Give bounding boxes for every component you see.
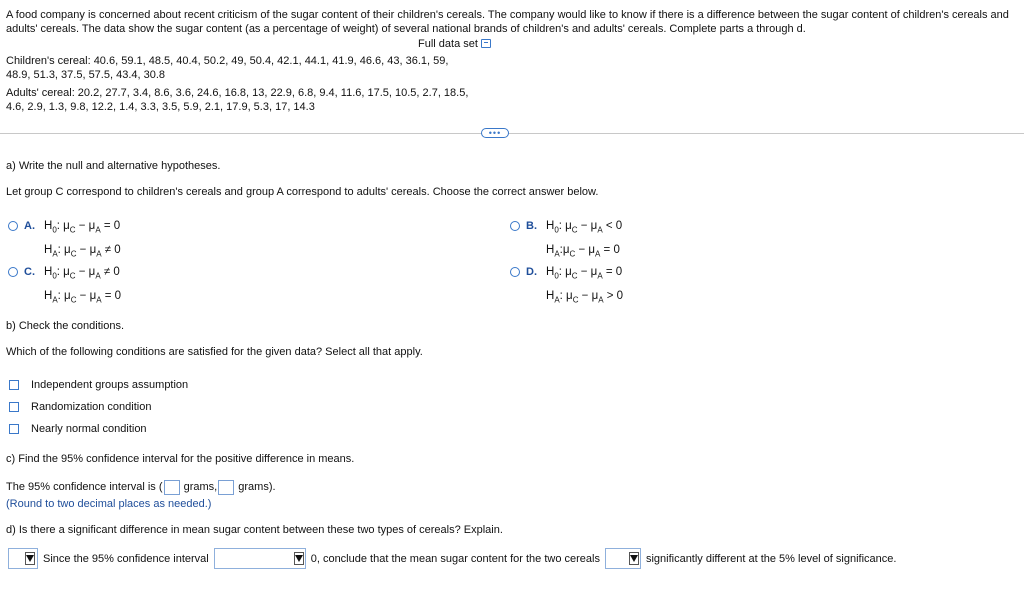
adults-data-line-2: 4.6, 2.9, 1.3, 9.8, 12.2, 1.4, 3.3, 3.5, 5.9, 2.1, 17.9, 5.3, 17, 14.3 <box>6 101 315 113</box>
condition-independent-label: Independent groups assumption <box>31 379 189 391</box>
part-c-question: c) Find the 95% confidence interval for the positive difference in means. <box>6 453 355 465</box>
part-c-answer-line <box>6 479 276 495</box>
condition-independent-checkbox[interactable] <box>9 380 19 390</box>
option-b-hypotheses: $H_0$: $\mu_C - \mu_A < 0$ $H_A:\mu_C - \mu_A = 0$ <box>546 220 623 259</box>
dropdown-3[interactable] <box>605 548 641 569</box>
dropdown-3-arrow-icon <box>629 552 639 565</box>
part-d-text-1: Since the 95% confidence interval <box>43 552 209 565</box>
children-data-line-2: 48.9, 51.3, 37.5, 57.5, 43.4, 30.8 <box>6 69 166 81</box>
option-c-h0-op: ≠ <box>103 266 111 278</box>
more-button[interactable]: ••• <box>481 128 509 138</box>
option-d-h0-op: = <box>605 266 613 278</box>
condition-randomization[interactable] <box>9 401 151 413</box>
ci-unit-2: grams). <box>238 481 276 493</box>
part-d-question: d) Is there a significant difference in mean sugar content between these two types of cereals? Explain. <box>6 524 503 536</box>
full-data-set-label: Full data set <box>418 38 478 50</box>
data-set-icon[interactable] <box>481 39 491 48</box>
option-a-h0-op: = <box>103 220 111 232</box>
option-b-letter: B. <box>526 220 537 232</box>
ci-unit-1: grams, <box>183 481 218 493</box>
option-b-radio[interactable] <box>510 221 520 231</box>
part-d-text-2: 0, conclude that the mean sugar content for the two cereals <box>310 552 600 565</box>
option-a[interactable] <box>8 220 121 265</box>
adults-data-line-1: Adults' cereal: 20.2, 27.7, 3.4, 8.6, 3.6, 24.6, 16.8, 13, 22.9, 6.8, 9.4, 11.6, 17.5, 10.5, 2.7, 18.5, <box>6 87 469 99</box>
option-c[interactable] <box>8 266 121 311</box>
part-a-question: a) Write the null and alternative hypotheses. <box>6 160 221 172</box>
part-b-instruction: Which of the following conditions are satisfied for the given data? Select all that apply. <box>6 346 423 358</box>
children-data-line-1: Children's cereal: 40.6, 59.1, 48.5, 40.4, 50.2, 49, 50.4, 42.1, 44.1, 41.9, 46.6, 43, 36.1, 59, <box>6 55 449 67</box>
part-c-text: The 95% confidence interval is ( <box>6 481 163 493</box>
dropdown-2-arrow-icon <box>294 552 304 565</box>
adults-data <box>6 86 1006 114</box>
option-d-ha-op: > <box>606 290 614 303</box>
option-d-radio[interactable] <box>510 267 520 277</box>
option-a-ha-op: ≠ <box>104 244 112 257</box>
option-c-radio[interactable] <box>8 267 18 277</box>
option-a-hypotheses: $H_0$: $\mu_C - \mu_A = 0$ $H_A$: $\mu_C - \mu_A \ne 0$ <box>44 220 121 259</box>
option-c-letter: C. <box>24 266 35 278</box>
round-note: (Round to two decimal places as needed.) <box>6 498 212 510</box>
condition-randomization-label: Randomization condition <box>31 401 152 413</box>
option-b-h0-op: < <box>605 220 613 232</box>
option-d-letter: D. <box>526 266 537 278</box>
dropdown-2[interactable] <box>214 548 306 569</box>
problem-intro: A food company is concerned about recent criticism of the sugar content of their children's cereals. The company would like to know if there is a difference between the sugar content of children's cereals and adults' cereals. The data show the sugar content (as a percentage of weight) of several national brands of children's and adults' cereals. Complete parts a through d. <box>6 9 1009 35</box>
condition-independent[interactable] <box>9 379 188 391</box>
part-d-answer-line <box>8 548 896 569</box>
option-c-ha-op: = <box>104 290 112 303</box>
option-c-hypotheses: $H_0$: $\mu_C - \mu_A \ne 0$ $H_A$: $\mu_C - \mu_A = 0$ <box>44 266 122 305</box>
option-b[interactable] <box>510 220 622 265</box>
condition-nearly-normal-checkbox[interactable] <box>9 424 19 434</box>
condition-nearly-normal-label: Nearly normal condition <box>31 423 147 435</box>
option-d[interactable] <box>510 266 623 311</box>
dropdown-1[interactable] <box>8 548 38 569</box>
section-divider <box>0 133 1024 134</box>
option-d-hypotheses: $H_0$: $\mu_C - \mu_A = 0$ $H_A$: $\mu_C - \mu_A > 0$ <box>546 266 624 305</box>
part-a-instruction: Let group C correspond to children's cereals and group A correspond to adults' cereals. Choose the correct answer below. <box>6 186 599 198</box>
part-b-question: b) Check the conditions. <box>6 320 125 332</box>
dropdown-1-arrow-icon <box>25 552 35 565</box>
option-a-letter: A. <box>24 220 35 232</box>
ci-lower-input[interactable] <box>164 480 180 495</box>
part-d-text-3: significantly different at the 5% level of significance. <box>645 552 897 565</box>
condition-nearly-normal[interactable] <box>9 423 147 435</box>
ci-upper-input[interactable] <box>218 480 234 495</box>
condition-randomization-checkbox[interactable] <box>9 402 19 412</box>
option-b-ha-op: = <box>603 244 611 257</box>
full-data-set-link[interactable] <box>418 37 491 51</box>
children-data <box>6 54 1006 82</box>
option-a-radio[interactable] <box>8 221 18 231</box>
